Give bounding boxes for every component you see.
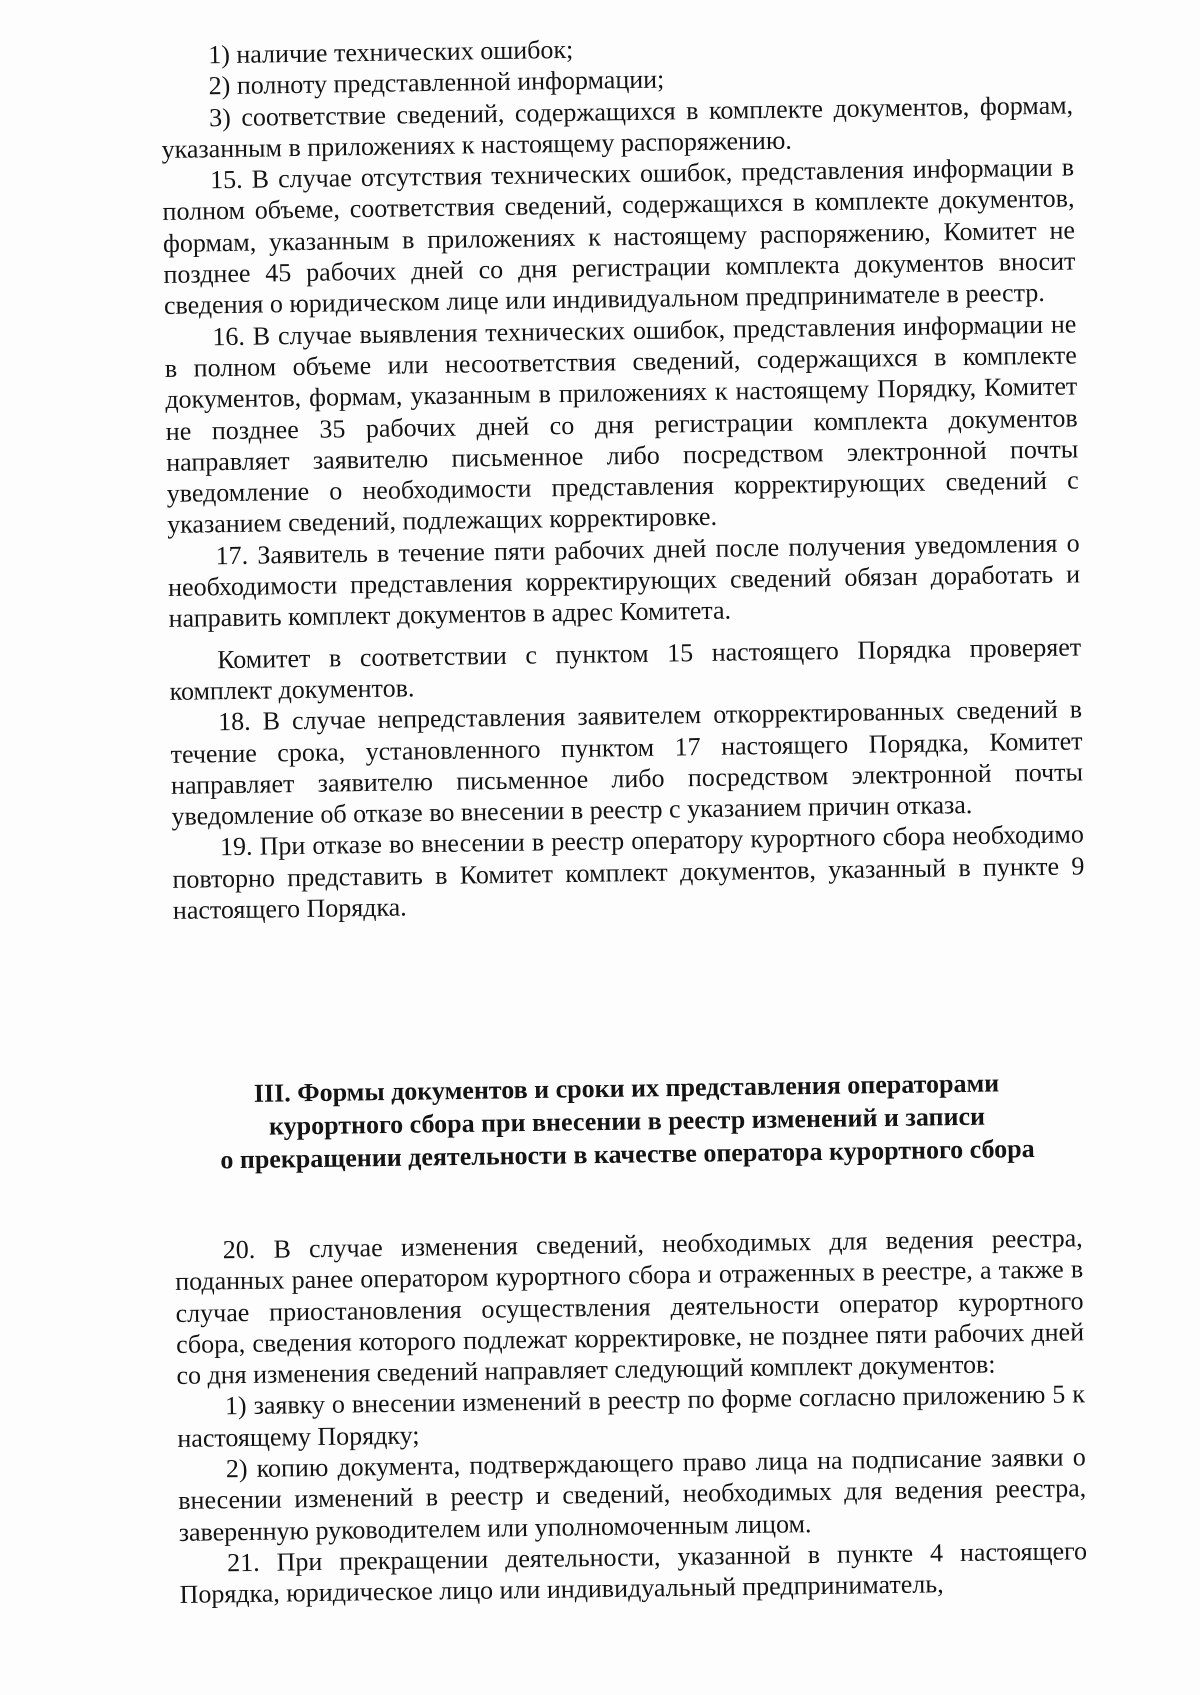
section-heading-line-3: о прекращении деятельности в качестве оператора курортного сбора — [220, 1133, 1035, 1175]
paragraph-19: 19. При отказе во внесении в реестр оператору курортного сбора необходимо повторно представить в Комитет комплект документов, указанный в пункте 9 настоящего Порядка. — [172, 819, 1085, 925]
paragraph-21: 21. При прекращении деятельности, указанной в пункте 4 настоящего Порядка, юридическое лицо или индивидуальный предприниматель, — [179, 1536, 1088, 1610]
paragraph-17: 17. Заявитель в течение пяти рабочих дней после получения уведомления о необходимости представления корректирующих сведений обязан доработать и направить комплект документов в адрес Комитета. — [167, 528, 1081, 634]
list-item-completeness: 2) полноту представленной информации; — [208, 64, 665, 101]
list-item-application-form: 1) заявку о внесении изменений в реестр по форме согласно приложению 5 к настоящему Порядку; — [177, 1379, 1086, 1453]
section-heading-line-1: III. Формы документов и сроки их представления операторами — [253, 1068, 1000, 1108]
list-item-technical-errors: 1) наличие технических ошибок; — [208, 34, 574, 70]
text-block-bottom — [172, 1039, 1088, 1610]
list-item-authority-copy: 2) копию документа, подтверждающего право лица на подписание заявки о внесении изменений в реестр и сведений, необходимых для ведения реестра, заверенную руководителем или уполномоченным лицом. — [178, 1442, 1087, 1547]
paragraph-16: 16. В случае выявления технических ошибок, представления информации не в полном объеме или несоответствия сведений, содержащихся в комплекте документов, формам, указанным в приложениях к настоящему Порядку, Комитет не позднее 35 рабочих дней со дня регистрации комплекта документов направляет заявителю письменное либо посредством электронной почты уведомление о необходимости представления корректирующих сведений с указанием сведений, подлежащих корректировке. — [164, 309, 1079, 540]
paragraph-18: 18. В случае непредставления заявителем откорректированных сведений в течение срока, установленного пунктом 17 настоящего Порядка, Комитет направляет заявителю письменное либо посредством электронной почты уведомление об отказе во внесении в реестр с указанием причин отказа. — [170, 694, 1084, 832]
section-heading-line-2: курортного сбора при внесении в реестр изменений и записи — [268, 1101, 986, 1141]
section-heading — [172, 1065, 1081, 1177]
text-block-top — [160, 26, 1085, 926]
paragraph-20: 20. В случае изменения сведений, необходимых для ведения реестра, поданных ранее оператором курортного сбора и отраженных в реестре, а также в случае приостановления осуществления деятельности оператор курортного сбора, сведения которого подлежат корректировке, не позднее пяти рабочих дней со дня изменения сведений направляет следующий комплект документов: — [175, 1223, 1085, 1391]
list-item-compliance: 3) соответствие сведений, содержащихся в комплекте документов, формам, указанным в приложениях к настоящему распоряжению. — [161, 90, 1074, 164]
paragraph-15: 15. В случае отсутствия технических ошибок, представления информации в полном объеме, соответствия сведений, содержащихся в комплекте документов, формам, указанным в приложениях к настоящему распоряжению, Комитет не позднее 45 рабочих дней со дня регистрации комплекта документов вносит сведения о юридическом лице или индивидуальном предпринимателе в реестр. — [162, 152, 1076, 321]
paragraph-committee-check: Комитет в соответствии с пунктом 15 настоящего Порядка проверяет комплект документов. — [169, 632, 1082, 706]
